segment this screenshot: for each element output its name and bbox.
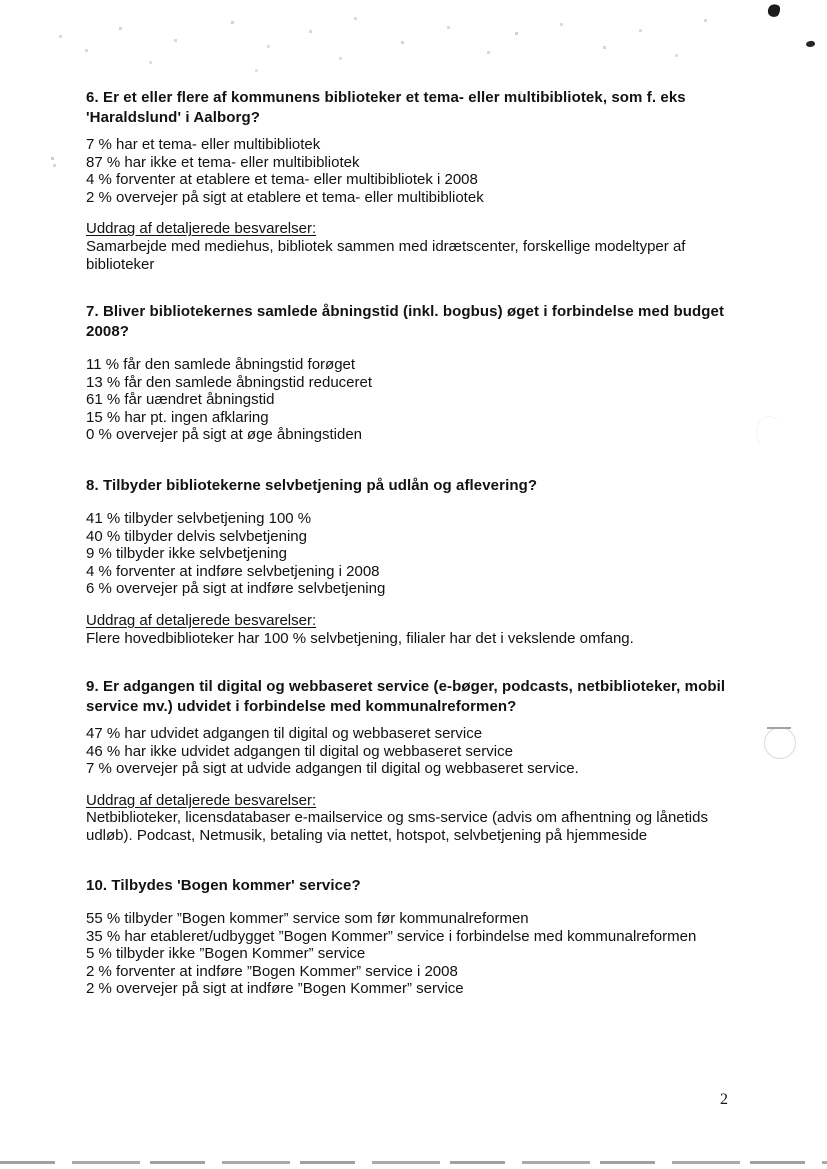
answer-list [86,136,786,206]
question-heading-line: service mv.) udvidet i forbindelse med kommunalreformen? [86,698,517,715]
detail-block [86,220,786,273]
question-section-7 [86,302,786,444]
detail-line: biblioteker [86,255,155,273]
question-section-8 [86,476,786,647]
question-heading [86,677,786,717]
question-heading-line: 6. Er et eller flere af kommunens biblioteker et tema- eller multibibliotek, som f. eks [86,89,686,106]
answer-line: 11 % får den samlede åbningstid forøget [86,356,356,373]
scan-ink-dot-artifact [805,40,815,48]
answer-list [86,725,786,778]
detail-block [86,612,786,647]
answer-line: 40 % tilbyder delvis selvbetjening [86,527,307,545]
answer-line: 4 % forventer at etablere et tema- eller multibibliotek i 2008 [86,171,478,189]
answer-line: 4 % forventer at indføre selvbetjening i 2008 [86,562,380,580]
question-heading-line: 2008? [86,323,130,340]
answer-line: 6 % overvejer på sigt at indføre selvbetjening [86,580,386,598]
answer-line: 2 % overvejer på sigt at etablere et tema- eller multibibliotek [86,188,484,206]
detail-label: Uddrag af detaljerede besvarelser: [86,220,317,238]
detail-line: Netbiblioteker, licensdatabaser e-mailservice og sms-service (advis om afhentning og lånetids [86,809,708,827]
answer-line: 2 % overvejer på sigt at indføre ”Bogen Kommer” service [86,980,464,998]
scan-speckle-noise [0,0,1,1]
answer-line: 46 % har ikke udvidet adgangen til digital og webbaseret service [86,742,513,760]
question-heading-line: 10. Tilbydes 'Bogen kommer' service? [86,877,361,894]
question-heading [86,88,786,128]
question-section-9 [86,677,786,845]
question-section-6 [86,88,786,273]
scan-ink-blob-artifact [766,2,783,19]
question-heading-line: 9. Er adgangen til digital og webbaseret service (e-bøger, podcasts, netbiblioteker, mobil [86,678,726,695]
answer-line: 35 % har etableret/udbygget ”Bogen Kommer” service i forbindelse med kommunalreformen [86,927,697,945]
page-number: 2 [720,1091,728,1108]
detail-label: Uddrag af detaljerede besvarelser: [86,611,317,629]
answer-line: 61 % får uændret åbningstid [86,391,275,409]
answer-line: 87 % har ikke et tema- eller multibibliotek [86,153,360,171]
question-heading-line: 8. Tilbyder bibliotekerne selvbetjening på udlån og aflevering? [86,477,538,494]
answer-line: 47 % har udvidet adgangen til digital og webbaseret service [86,725,483,742]
answer-line: 5 % tilbyder ikke ”Bogen Kommer” service [86,945,366,963]
answer-line: 0 % overvejer på sigt at øge åbningstiden [86,426,362,444]
detail-label: Uddrag af detaljerede besvarelser: [86,791,317,809]
scan-page-edge-line [0,1161,827,1164]
answer-line: 55 % tilbyder ”Bogen kommer” service som før kommunalreformen [86,910,529,927]
question-heading-line: 'Haraldslund' i Aalborg? [86,109,260,126]
answer-line: 2 % forventer at indføre ”Bogen Kommer” service i 2008 [86,962,458,980]
question-heading [86,302,786,342]
question-heading [86,476,786,496]
detail-line: Flere hovedbiblioteker har 100 % selvbetjening, filialer har det i vekslende omfang. [86,629,634,647]
answer-list [86,510,786,598]
answer-list [86,356,786,444]
answer-line: 9 % tilbyder ikke selvbetjening [86,545,287,563]
question-heading [86,876,786,896]
question-heading-line: 7. Bliver bibliotekernes samlede åbningstid (inkl. bogbus) øget i forbindelse med budget [86,303,725,320]
detail-line: Samarbejde med mediehus, bibliotek sammen med idrætscenter, forskellige modeltyper af [86,237,686,255]
detail-line: udløb). Podcast, Netmusik, betaling via nettet, hotspot, selvbetjening på hjemmeside [86,826,648,844]
answer-line: 7 % har et tema- eller multibibliotek [86,136,321,153]
question-section-10 [86,876,786,998]
answer-line: 41 % tilbyder selvbetjening 100 % [86,510,312,527]
answer-list [86,910,786,998]
answer-line: 15 % har pt. ingen afklaring [86,408,269,426]
answer-line: 13 % får den samlede åbningstid reduceret [86,373,373,391]
answer-line: 7 % overvejer på sigt at udvide adgangen til digital og webbaseret service. [86,760,579,778]
detail-block [86,792,786,845]
